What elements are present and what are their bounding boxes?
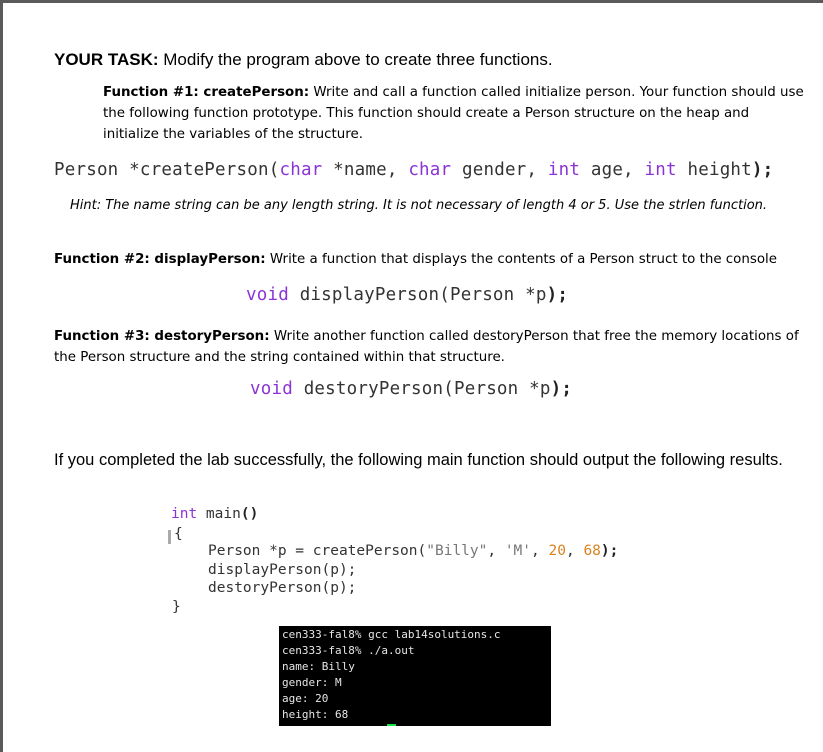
code-comma: , (565, 543, 584, 559)
editor-margin-marker (168, 530, 171, 544)
prototype-end: ); (546, 285, 569, 305)
param-gender: gender, (451, 160, 548, 180)
terminal-line: name: Billy (282, 660, 355, 673)
terminal-output (279, 626, 551, 726)
int-keyword: int (171, 506, 198, 522)
function-2-heading: Function #2: displayPerson: (54, 252, 266, 267)
prototype-signature: displayPerson(Person *p (288, 285, 547, 305)
void-keyword: void (250, 379, 293, 399)
function-2-description (54, 249, 777, 270)
prototype-signature: destoryPerson(Person *p (292, 379, 551, 399)
window-border-top (0, 0, 823, 3)
window-border-left (0, 0, 3, 752)
terminal-line: age: 20 (282, 692, 329, 705)
function-3-line-2: the Person structure and the string contained within that structure. (54, 350, 505, 365)
code-char-gender: 'M' (504, 543, 532, 559)
function-1-line-2: the following function prototype. This function should create a Person structure on the heap and (103, 106, 750, 121)
code-string-name: "Billy" (426, 543, 488, 559)
task-text: Modify the program above to create three functions. (163, 50, 553, 69)
terminal-cursor (387, 724, 396, 726)
code-number-age: 20 (548, 543, 566, 559)
param-age: age, (580, 160, 645, 180)
destroy-person-prototype (250, 379, 572, 399)
terminal-line: height: 68 (282, 708, 349, 721)
function-2-line-1: Write a function that displays the contents of a Person struct to the console (269, 252, 777, 267)
code-line-display: displayPerson(p); (208, 562, 357, 578)
code-create-call: Person *p = createPerson( (208, 543, 427, 559)
terminal-line: gender: M (282, 676, 342, 689)
code-comma: , (487, 543, 505, 559)
terminal-line: cen333-fal8% gcc lab14solutions.c (282, 628, 501, 641)
type-keyword: int (547, 160, 581, 180)
create-person-prototype (54, 160, 773, 180)
code-number-height: 68 (583, 543, 601, 559)
function-1-line-3: initialize the variables of the structure. (103, 127, 363, 142)
code-comma: , (531, 543, 549, 559)
function-1-line-1: Write and call a function called initialize person. Your function should use (313, 85, 804, 100)
result-paragraph: If you completed the lab successfully, the following main function should output the following results. (54, 451, 783, 469)
function-3-description (54, 326, 799, 368)
function-1-description (103, 82, 804, 145)
function-3-heading: Function #3: destoryPerson: (54, 329, 270, 344)
main-close-brace: } (172, 599, 181, 615)
main-signature (171, 506, 258, 522)
terminal-line: cen333-fal8% ./a.out (282, 644, 415, 657)
function-3-line-1: Write another function called destoryPerson that free the memory locations of (273, 329, 799, 344)
code-line-create (208, 543, 618, 559)
main-parens: () (240, 506, 259, 522)
main-open-brace: { (174, 526, 183, 542)
void-keyword: void (246, 285, 289, 305)
task-label: YOUR TASK: (54, 50, 159, 69)
type-keyword: char (408, 160, 452, 180)
main-name: main (197, 506, 241, 522)
prototype-end: ); (751, 160, 774, 180)
task-heading (54, 50, 553, 70)
param-name: *name, (322, 160, 409, 180)
type-keyword: int (644, 160, 677, 180)
function-1-heading: Function #1: createPerson: (103, 85, 310, 100)
hint-text: Hint: The name string can be any length string. It is not necessary of length 4 or 5. Use the strlen function. (70, 198, 768, 213)
type-keyword: char (279, 160, 323, 180)
param-height: height (676, 160, 752, 180)
code-line-end: ); (600, 543, 619, 559)
code-line-destroy: destoryPerson(p); (208, 580, 357, 596)
prototype-end: ); (550, 379, 573, 399)
display-person-prototype (246, 285, 568, 305)
prototype-return: Person *createPerson( (54, 160, 280, 180)
